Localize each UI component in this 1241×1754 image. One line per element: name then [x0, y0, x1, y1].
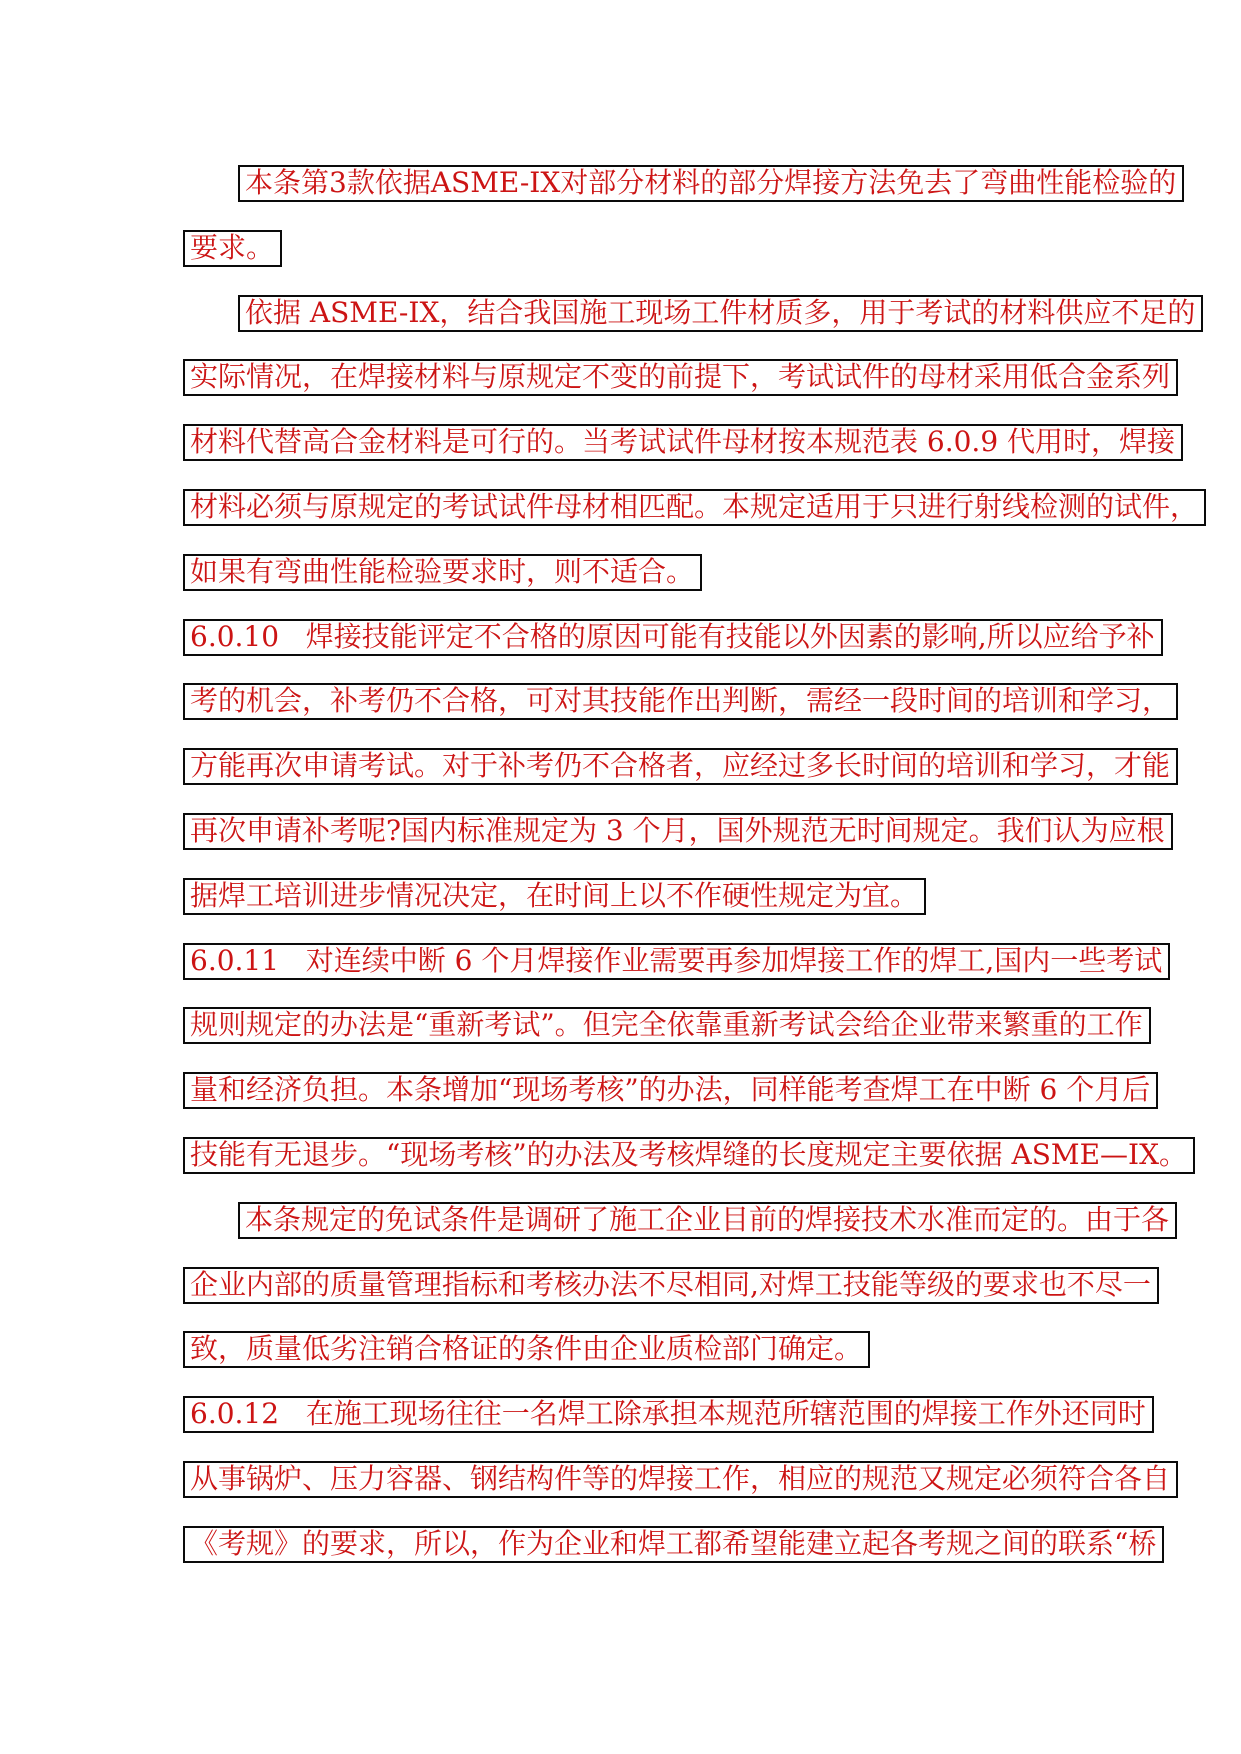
- text-line: 量和经济负担。本条增加“现场考核”的办法，同样能考查焊工在中断 6 个月后: [183, 1072, 1158, 1109]
- text-line: 依据 ASME-IX，结合我国施工现场工件材质多，用于考试的材料供应不足的: [238, 295, 1203, 332]
- text-line: 规则规定的办法是“重新考试”。但完全依靠重新考试会给企业带来繁重的工作: [183, 1007, 1151, 1044]
- text-line: 致，质量低劣注销合格证的条件由企业质检部门确定。: [183, 1331, 870, 1368]
- text-line: 实际情况，在焊接材料与原规定不变的前提下，考试试件的母材采用低合金系列: [183, 359, 1178, 396]
- text-line: 企业内部的质量管理指标和考核办法不尽相同,对焊工技能等级的要求也不尽一: [183, 1267, 1159, 1304]
- text-line-section-6-0-10: 6.0.10 焊接技能评定不合格的原因可能有技能以外因素的影响,所以应给予补: [183, 619, 1163, 656]
- text-line: 材料必须与原规定的考试试件母材相匹配。本规定适用于只进行射线检测的试件，: [183, 489, 1206, 526]
- text-line: 要求。: [183, 230, 282, 267]
- text-line: 再次申请补考呢?国内标准规定为 3 个月，国外规范无时间规定。我们认为应根: [183, 813, 1173, 850]
- text-line: 材料代替高合金材料是可行的。当考试试件母材按本规范表 6.0.9 代用时，焊接: [183, 424, 1183, 461]
- text-line: 本条第3款依据ASME-IX对部分材料的部分焊接方法免去了弯曲性能检验的: [238, 165, 1184, 202]
- text-line: 本条规定的免试条件是调研了施工企业目前的焊接技术水准而定的。由于各: [238, 1202, 1177, 1239]
- text-line: 据焊工培训进步情况决定，在时间上以不作硬性规定为宜。: [183, 878, 926, 915]
- text-line: 方能再次申请考试。对于补考仍不合格者，应经过多长时间的培训和学习，才能: [183, 748, 1178, 785]
- text-line: 《考规》的要求，所以，作为企业和焊工都希望能建立起各考规之间的联系“桥: [183, 1526, 1164, 1563]
- text-line-section-6-0-11: 6.0.11 对连续中断 6 个月焊接作业需要再参加焊接工作的焊工,国内一些考试: [183, 943, 1170, 980]
- text-line: 考的机会，补考仍不合格，可对其技能作出判断，需经一段时间的培训和学习，: [183, 683, 1178, 720]
- text-line: 如果有弯曲性能检验要求时，则不适合。: [183, 554, 702, 591]
- text-line: 技能有无退步。“现场考核”的办法及考核焊缝的长度规定主要依据 ASME—IX。: [183, 1137, 1195, 1174]
- text-line-section-6-0-12: 6.0.12 在施工现场往往一名焊工除承担本规范所辖范围的焊接工作外还同时: [183, 1396, 1154, 1433]
- text-line: 从事锅炉、压力容器、钢结构件等的焊接工作，相应的规范又规定必须符合各自: [183, 1461, 1178, 1498]
